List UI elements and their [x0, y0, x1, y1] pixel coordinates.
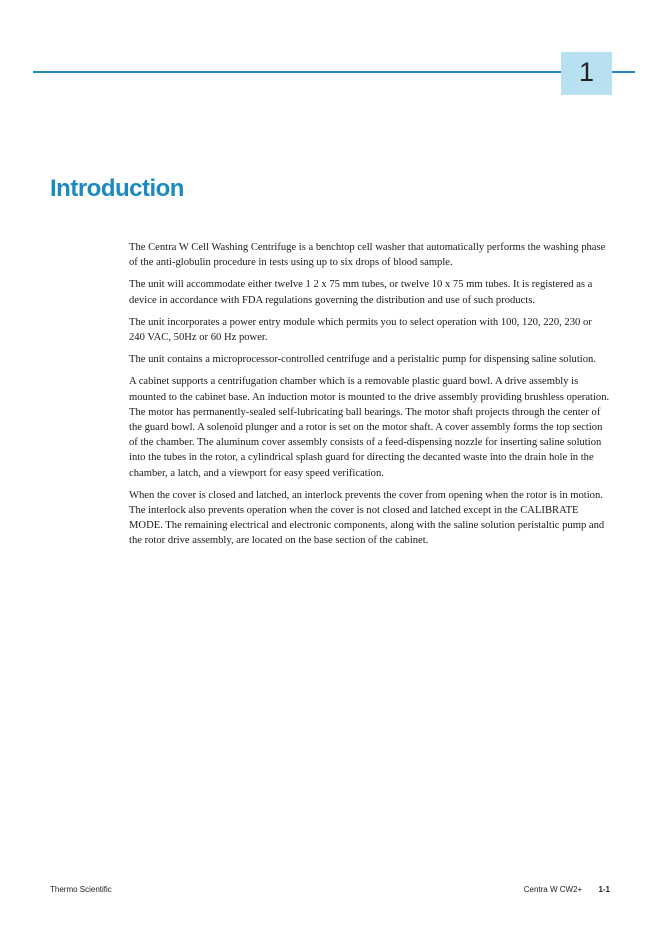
paragraph: The unit incorporates a power entry module which permits you to select operation with 100, 120, 220, 230 or 240 VAC, 50Hz or 60 Hz power.	[129, 316, 592, 344]
paragraph: A cabinet supports a centrifugation chamber which is a removable plastic guard bowl. A drive assembly is mounted to the cabinet base. An induction motor is mounted to the drive assembly providing brushless operation. The motor has permanently-sealed self-lubricating ball bearings. The motor shaft projects through the center of the guard bowl. A solenoid plunger and a rotor is set on the motor shaft. A cover assembly forms the top section of the chamber. The aluminum cover assembly consists of a feed-dispensing nozzle for inserting saline solution into the tubes in the rotor, a cylindrical splash guard for directing the decanted waste into the drain hole in the chamber, a latch, and a viewport for easy speed verification.	[129, 376, 610, 479]
paragraph: When the cover is closed and latched, an interlock prevents the cover from opening when the rotor is in motion. The interlock also prevents operation when the cover is not closed and latched except in the CALIBRATE MODE. The remaining electrical and electronic components, along with the saline solution peristaltic pump and the rotor drive assembly, are located on the base section of the cabinet.	[129, 489, 605, 547]
chapter-rule	[33, 71, 635, 73]
footer-right	[524, 885, 610, 894]
page-number: 1-1	[598, 885, 610, 894]
chapter-number-tab: 1	[561, 52, 612, 95]
paragraph: The unit contains a microprocessor-controlled centrifuge and a peristaltic pump for dispensing saline solution.	[129, 354, 596, 366]
paragraph: The Centra W Cell Washing Centrifuge is a benchtop cell washer that automatically performs the washing phase of the anti-globulin procedure in tests using up to six drops of blood sample.	[129, 242, 606, 269]
footer-publisher: Thermo Scientific	[50, 885, 112, 894]
body-text	[129, 240, 610, 556]
footer-product: Centra W CW2+	[523, 885, 583, 894]
page-title: Introduction	[50, 175, 184, 202]
paragraph: The unit will accommodate either twelve 1 2 x 75 mm tubes, or twelve 10 x 75 mm tubes. It is registered as a device in accordance with FDA regulations governing the distribution and use of such products.	[129, 279, 593, 306]
